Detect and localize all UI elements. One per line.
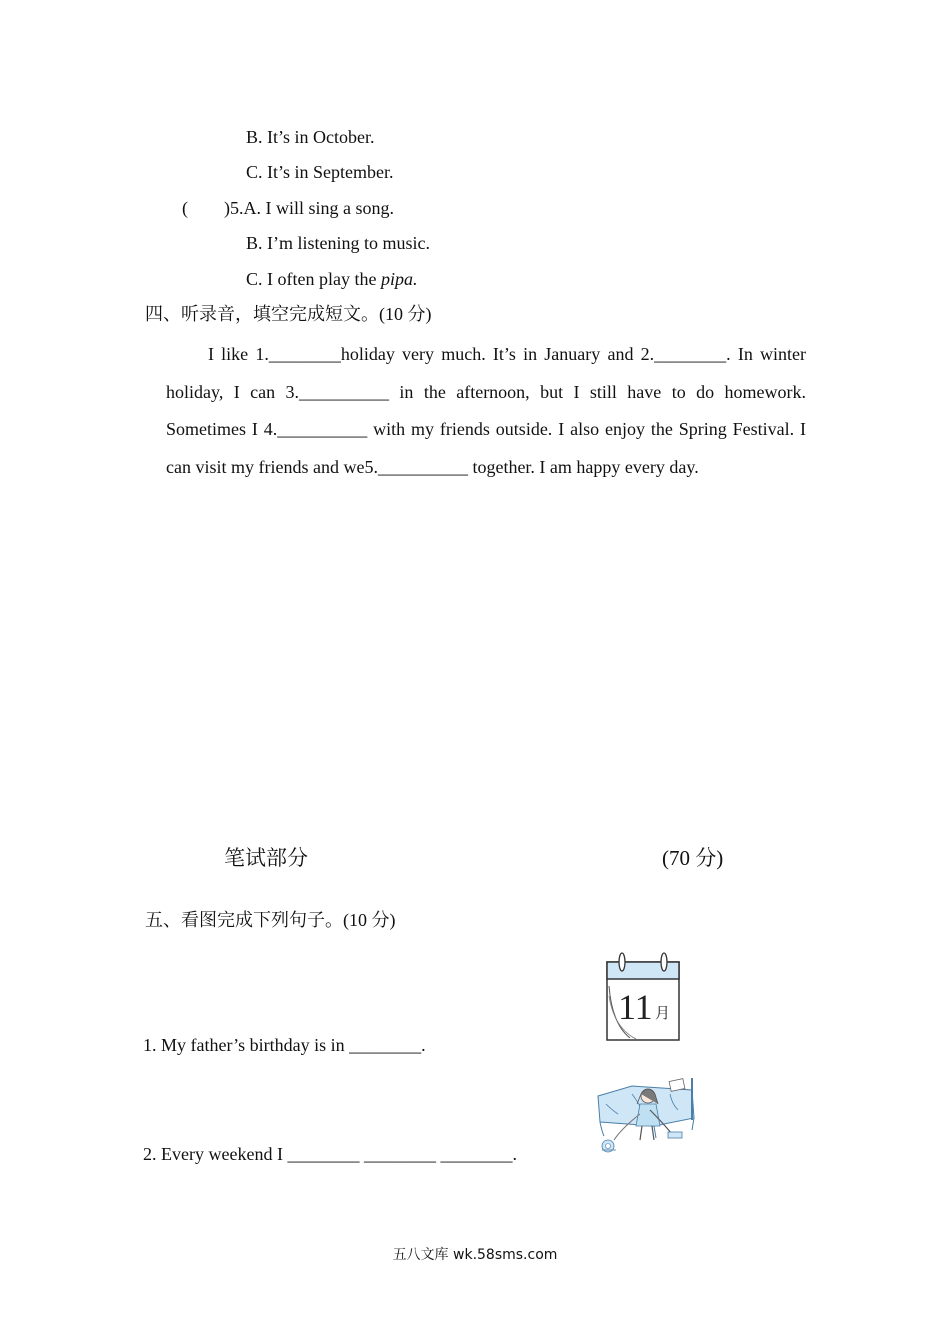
- written-section-title: 笔试部分: [224, 846, 308, 870]
- section5-q2: 2. Every weekend I ________ ________ ________.: [143, 1144, 517, 1164]
- section4-passage-text: I like 1.________holiday very much. It’s in January and 2.________. In winter holiday, I can 3.__________ in the afternoon, but I still have to do homework. Sometimes I 4.__________ with my friends outside. I also enjoy the Spring Festival. I can visit my friends and we5.__________ together. I am happy every day.: [166, 344, 806, 477]
- calendar-month: 月: [655, 1004, 671, 1022]
- footer-source: 五八文库 wk.58sms.com: [392, 1247, 558, 1263]
- calendar-picture: [600, 950, 686, 1046]
- q5-option-c: [246, 267, 417, 291]
- calendar-number: 11: [618, 987, 653, 1027]
- q5-option-c-italic: pipa.: [380, 269, 418, 289]
- q5-stem: ( )5.A. I will sing a song.: [182, 198, 394, 218]
- q4-option-c: C. It’s in September.: [246, 162, 394, 182]
- q4-option-b: B. It’s in October.: [246, 127, 375, 147]
- section5-q1: 1. My father’s birthday is in ________.: [143, 1035, 426, 1055]
- q5-option-b: B. I’m listening to music.: [246, 233, 430, 253]
- girl-vacuuming-picture: [592, 1074, 702, 1164]
- written-section-score: (70 分): [662, 846, 724, 870]
- section4-title: 四、听录音，填空完成短文。(10 分): [145, 304, 432, 324]
- section5-title: 五、看图完成下列句子。(10 分): [145, 910, 396, 930]
- section4-passage: [166, 336, 806, 486]
- q5-option-c-text: C. I often play the: [246, 269, 381, 289]
